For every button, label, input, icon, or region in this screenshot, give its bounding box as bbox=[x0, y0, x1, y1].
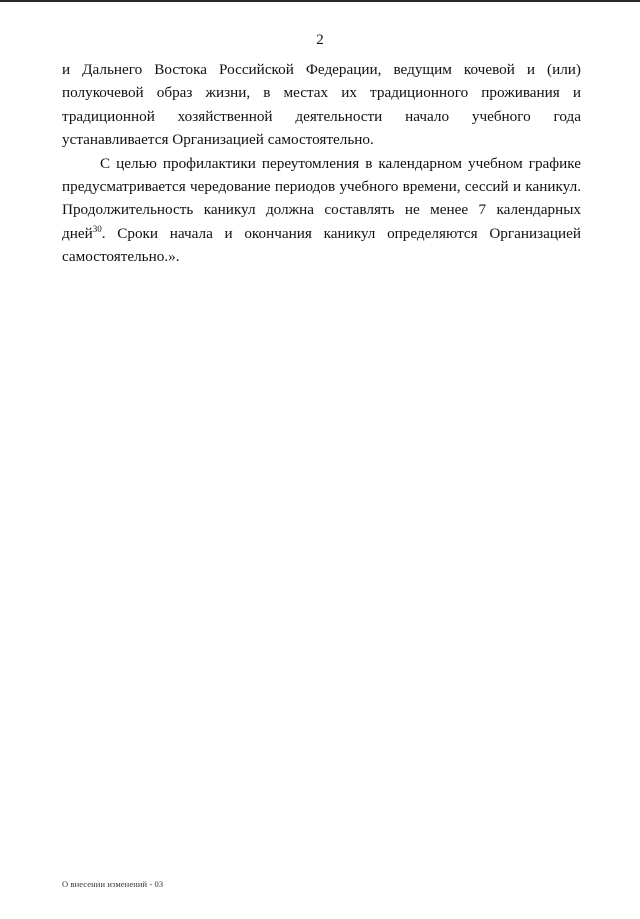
paragraph-2 bbox=[62, 152, 581, 269]
footer-document-note: О внесении изменений - 03 bbox=[62, 879, 164, 889]
page-number: 2 bbox=[316, 32, 324, 48]
footnote-reference[interactable]: 30 bbox=[92, 223, 102, 234]
paragraph-2-text-continued: . Сроки начала и окончания каникул определяются Организацией самостоятельно.». bbox=[62, 224, 581, 266]
page-top-border bbox=[0, 0, 640, 2]
paragraph-1: и Дальнего Востока Российской Федерации, ведущим кочевой и (или) полукочевой образ жизни, в местах их традиционного проживания и традиционной хозяйственной деятельности начало учебного года устанавливается Организацией самостоятельно. bbox=[62, 61, 581, 149]
document-body bbox=[62, 58, 581, 269]
paragraph-2-text: С целью профилактики переутомления в календарном учебном графике предусматривается чередование периодов учебного времени, сессий и каникул. Продолжительность каникул должна составлять не менее 7 календарных дней bbox=[62, 154, 581, 242]
